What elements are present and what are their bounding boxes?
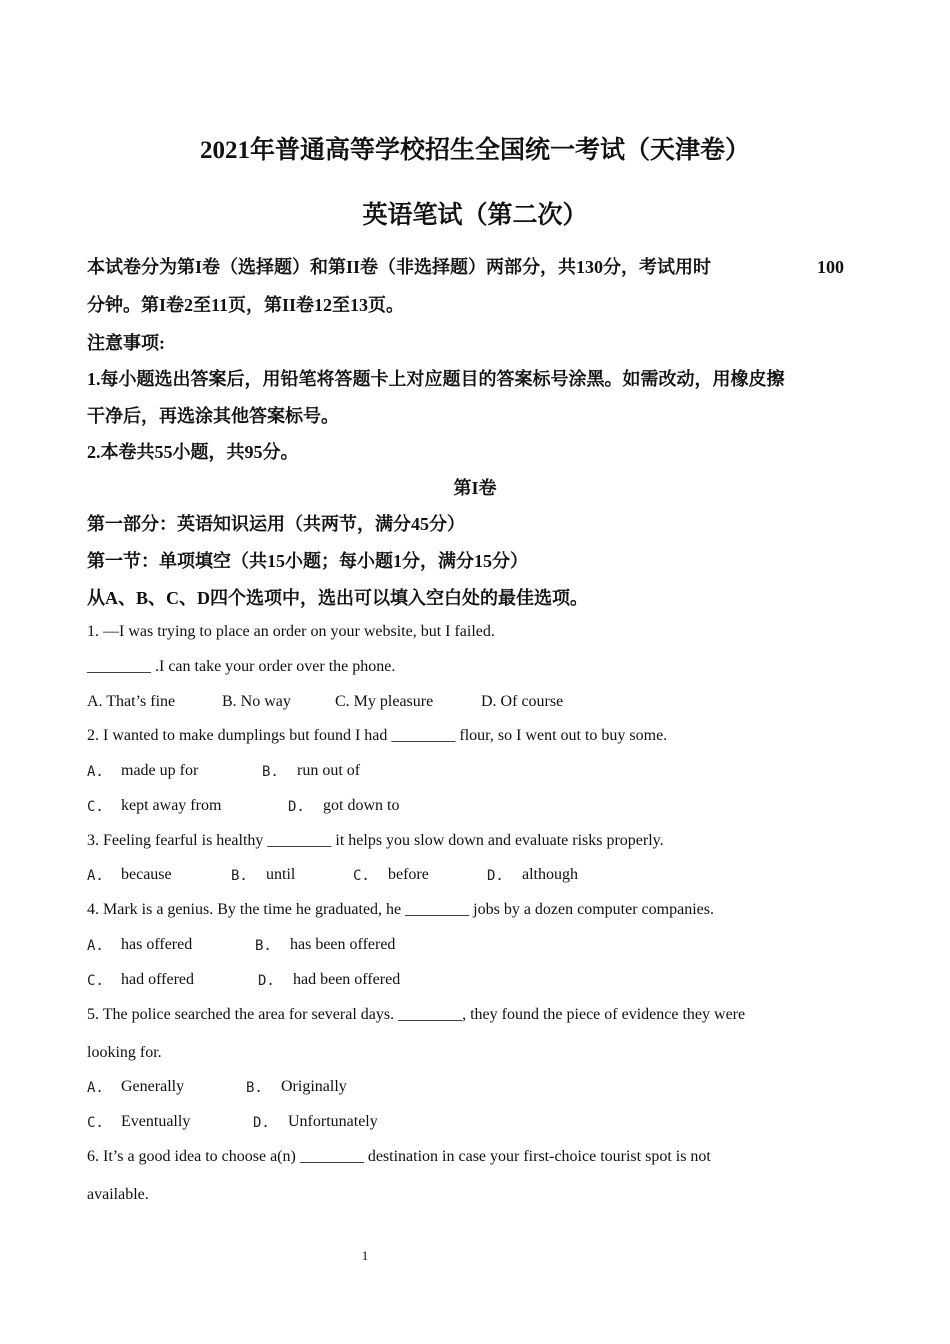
exam-title: 2021年普通高等学校招生全国统一考试（天津卷） bbox=[199, 137, 750, 164]
question-4-letter-a: A. bbox=[87, 938, 104, 954]
exam-subtitle: 英语笔试（第二次） bbox=[362, 202, 588, 229]
question-3-option-b: until bbox=[266, 866, 296, 883]
note-1-line-1: 1.每小题选出答案后，用铅笔将答题卡上对应题目的答案标号涂黑。如需改动，用橡皮擦 bbox=[87, 369, 785, 389]
question-5-stem: 5. The police searched the area for several days. ________, they found the piece of evidence they were bbox=[87, 1006, 746, 1023]
question-4-option-b: has been offered bbox=[290, 936, 396, 953]
question-5-letter-d: D. bbox=[253, 1115, 270, 1131]
question-2-letter-b: B. bbox=[262, 764, 279, 780]
instruction: 从A、B、C、D四个选项中，选出可以填入空白处的最佳选项。 bbox=[87, 588, 589, 608]
question-2-letter-c: C. bbox=[87, 799, 104, 815]
notes-heading: 注意事项: bbox=[87, 333, 165, 353]
question-2-option-b: run out of bbox=[297, 762, 361, 779]
question-1-stem: 1. —I was trying to place an order on your website, but I failed. bbox=[87, 623, 495, 640]
question-2-option-d: got down to bbox=[323, 797, 400, 814]
volume-heading: 第I卷 bbox=[453, 478, 497, 498]
question-3-option-d: although bbox=[522, 866, 578, 883]
question-4-option-c: had offered bbox=[121, 971, 194, 988]
question-3-stem: 3. Feeling fearful is healthy ________ it helps you slow down and evaluate risks properly. bbox=[87, 832, 664, 849]
question-3-letter-a: A. bbox=[87, 868, 104, 884]
intro-line-1: 本试卷分为第I卷（选择题）和第II卷（非选择题）两部分，共130分，考试用时 bbox=[87, 257, 712, 277]
question-3-letter-d: D. bbox=[487, 868, 504, 884]
question-1-option-b: B. No way bbox=[222, 693, 291, 710]
question-4-option-d: had been offered bbox=[293, 971, 401, 988]
question-3-letter-b: B. bbox=[231, 868, 248, 884]
question-5-letter-c: C. bbox=[87, 1115, 104, 1131]
question-4-letter-d: D. bbox=[258, 973, 275, 989]
question-5-option-d: Unfortunately bbox=[288, 1113, 378, 1130]
question-4-option-a: has offered bbox=[121, 936, 193, 953]
question-2-stem: 2. I wanted to make dumplings but found I had ________ flour, so I went out to buy some. bbox=[87, 727, 668, 744]
question-3-option-c: before bbox=[388, 866, 429, 883]
question-5-option-a: Generally bbox=[121, 1078, 185, 1095]
intro-line-1-duration: 100 bbox=[817, 257, 844, 277]
question-5-letter-a: A. bbox=[87, 1080, 104, 1096]
question-1-option-c: C. My pleasure bbox=[335, 693, 434, 710]
question-1-option-a: A. That’s fine bbox=[87, 693, 176, 710]
question-3-letter-c: C. bbox=[353, 868, 370, 884]
note-2: 2.本卷共55小题，共95分。 bbox=[87, 442, 299, 462]
part-heading: 第一部分：英语知识运用（共两节，满分45分） bbox=[87, 514, 465, 534]
question-2-letter-a: A. bbox=[87, 764, 104, 780]
intro-line-2: 分钟。第I卷2至11页，第II卷12至13页。 bbox=[87, 295, 405, 315]
question-2-option-c: kept away from bbox=[121, 797, 222, 814]
question-2-letter-d: D. bbox=[288, 799, 305, 815]
question-5-letter-b: B. bbox=[246, 1080, 263, 1096]
subsection-heading: 第一节：单项填空（共15小题；每小题1分，满分15分） bbox=[87, 551, 528, 571]
page-number: 1 bbox=[361, 1248, 369, 1263]
note-1-line-2: 干净后，再选涂其他答案标号。 bbox=[87, 406, 339, 426]
question-6-stem: 6. It’s a good idea to choose a(n) ________ destination in case your first-choice tourist spot is not bbox=[87, 1148, 711, 1165]
question-5-option-c: Eventually bbox=[121, 1113, 191, 1130]
question-5-option-b: Originally bbox=[281, 1078, 347, 1095]
question-4-stem: 4. Mark is a genius. By the time he graduated, he ________ jobs by a dozen computer companies. bbox=[87, 901, 714, 918]
question-1-option-d: D. Of course bbox=[481, 693, 564, 710]
question-6-stem-2: available. bbox=[87, 1186, 149, 1203]
question-2-option-a: made up for bbox=[121, 762, 199, 779]
question-4-letter-c: C. bbox=[87, 973, 104, 989]
question-4-letter-b: B. bbox=[255, 938, 272, 954]
question-1-stem-2: ________ .I can take your order over the phone. bbox=[87, 658, 396, 675]
question-3-option-a: because bbox=[121, 866, 172, 883]
question-5-stem-2: looking for. bbox=[87, 1044, 162, 1061]
